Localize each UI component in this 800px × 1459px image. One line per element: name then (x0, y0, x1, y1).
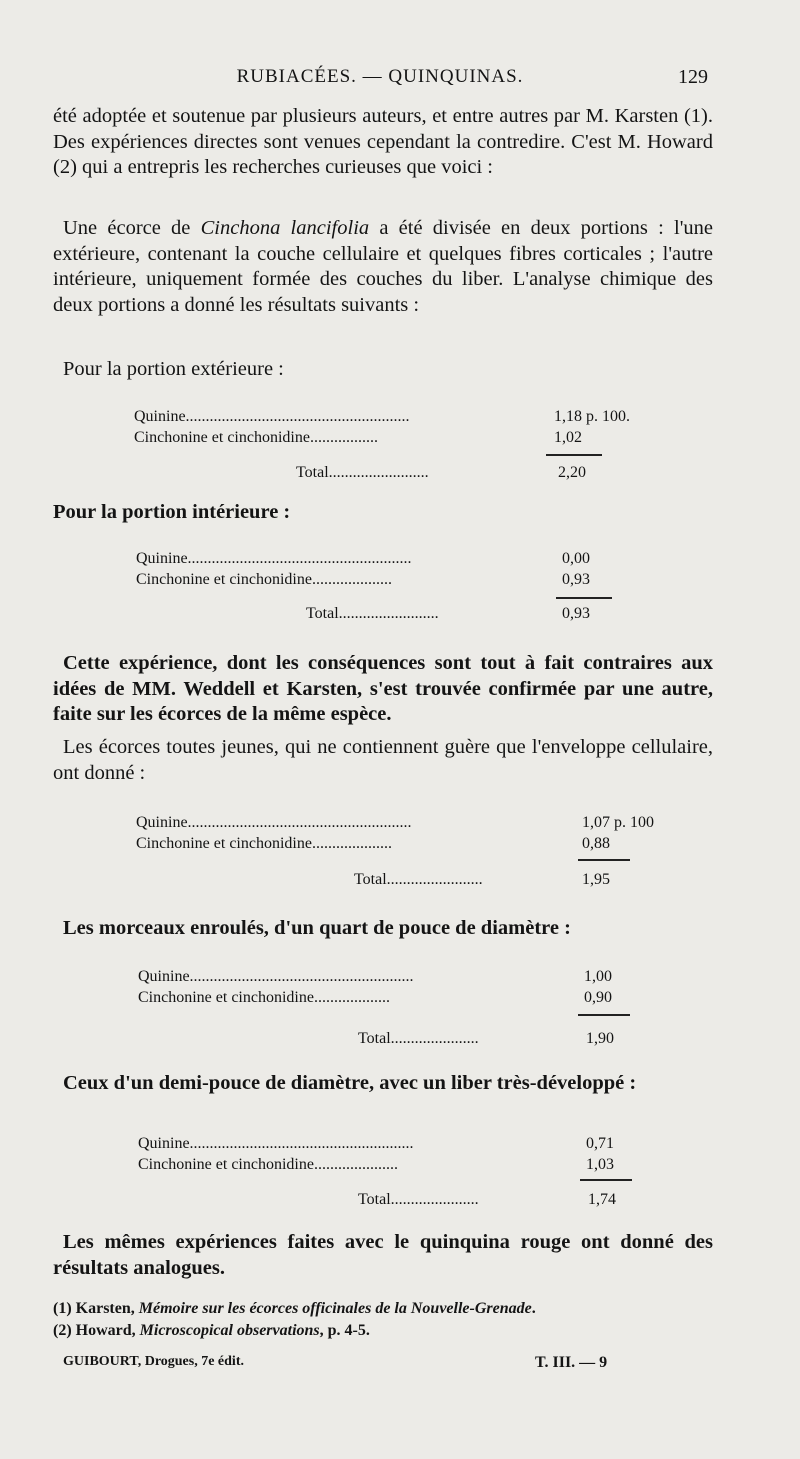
sum-rule (580, 1179, 632, 1181)
page-footer (63, 1354, 663, 1370)
paragraph-young-bark: Les écorces toutes jeunes, qui ne contiennent guère que l'enveloppe cellulaire, ont donné : (53, 736, 713, 784)
heading-inner-portion: Pour la portion intérieure : (53, 501, 291, 523)
heading-half-inch: Ceux d'un demi-pouce de diamètre, avec un liber très-développé : (63, 1072, 637, 1094)
footer-volume: T. III. — 9 (535, 1354, 608, 1371)
table-row: Cinchonine et cinchonidine..................... 1,03 (138, 1156, 614, 1173)
footer-imprint: GUIBOURT, Drogues, 7e édit. (63, 1354, 244, 1369)
footnotes (53, 1298, 713, 1342)
paragraph-experience: Cette expérience, dont les conséquences sont tout à fait contraires aux idées de MM. Weddell et Karsten, s'est trouvée confirmée par une autre, faite sur les écorces de la même espèce. (53, 652, 713, 725)
table-row: Quinine........................................................ 1,18 p. 100. (134, 408, 630, 425)
page-number: 129 (678, 66, 708, 88)
heading-outer-portion: Pour la portion extérieure : (63, 358, 284, 380)
sum-rule (578, 1014, 630, 1016)
paragraph-intro: été adoptée et soutenue par plusieurs auteurs, et entre autres par M. Karsten (1). Des expériences directes sont venues cependant la contredire. C'est M. Howard (2) qui a entrepris les recherches curieuses que voici : (53, 105, 713, 178)
paragraph-red-cinchona: Les mêmes expériences faites avec le quinquina rouge ont donné des résultats analogues. (53, 1231, 713, 1279)
footnote-2: (2) Howard, Microscopical observations, p. 4-5. (53, 1322, 370, 1339)
total-row: Total........................ 1,95 (354, 871, 610, 888)
footnote-1: (1) Karsten, Mémoire sur les écorces officinales de la Nouvelle-Grenade. (53, 1300, 536, 1317)
heading-quarter-inch: Les morceaux enroulés, d'un quart de pouce de diamètre : (63, 917, 571, 939)
total-row: Total......................... 2,20 (296, 464, 586, 481)
sum-rule (556, 597, 612, 599)
table-row: Quinine........................................................ 0,71 (138, 1135, 614, 1152)
table-row: Cinchonine et cinchonidine................. 1,02 (134, 429, 582, 446)
table-row: Quinine........................................................ 1,07 p. 100 (136, 814, 654, 831)
table-row: Cinchonine et cinchonidine.................... 0,93 (136, 571, 590, 588)
total-row: Total......................... 0,93 (306, 605, 590, 622)
table-row: Quinine........................................................ 1,00 (138, 968, 612, 985)
total-row: Total...................... 1,74 (358, 1191, 616, 1208)
total-row: Total...................... 1,90 (358, 1030, 614, 1047)
running-title: RUBIACÉES. — QUINQUINAS. (236, 66, 524, 87)
paragraph-cinchona: Une écorce de Cinchona lancifolia a été divisée en deux portions : l'une extérieure, contenant la couche cellulaire et quelques fibres corticales ; l'autre intérieure, uniquement formée des couches du liber. L'analyse chimique des deux portions a donné les résultats suivants : (53, 217, 713, 316)
sum-rule (578, 859, 630, 861)
species-name: Cinchona lancifolia (200, 217, 370, 239)
sum-rule (546, 454, 602, 456)
table-row: Cinchonine et cinchonidine.................... 0,88 (136, 835, 610, 852)
table-row: Quinine........................................................ 0,00 (136, 550, 590, 567)
table-row: Cinchonine et cinchonidine................... 0,90 (138, 989, 612, 1006)
running-header (0, 66, 800, 96)
